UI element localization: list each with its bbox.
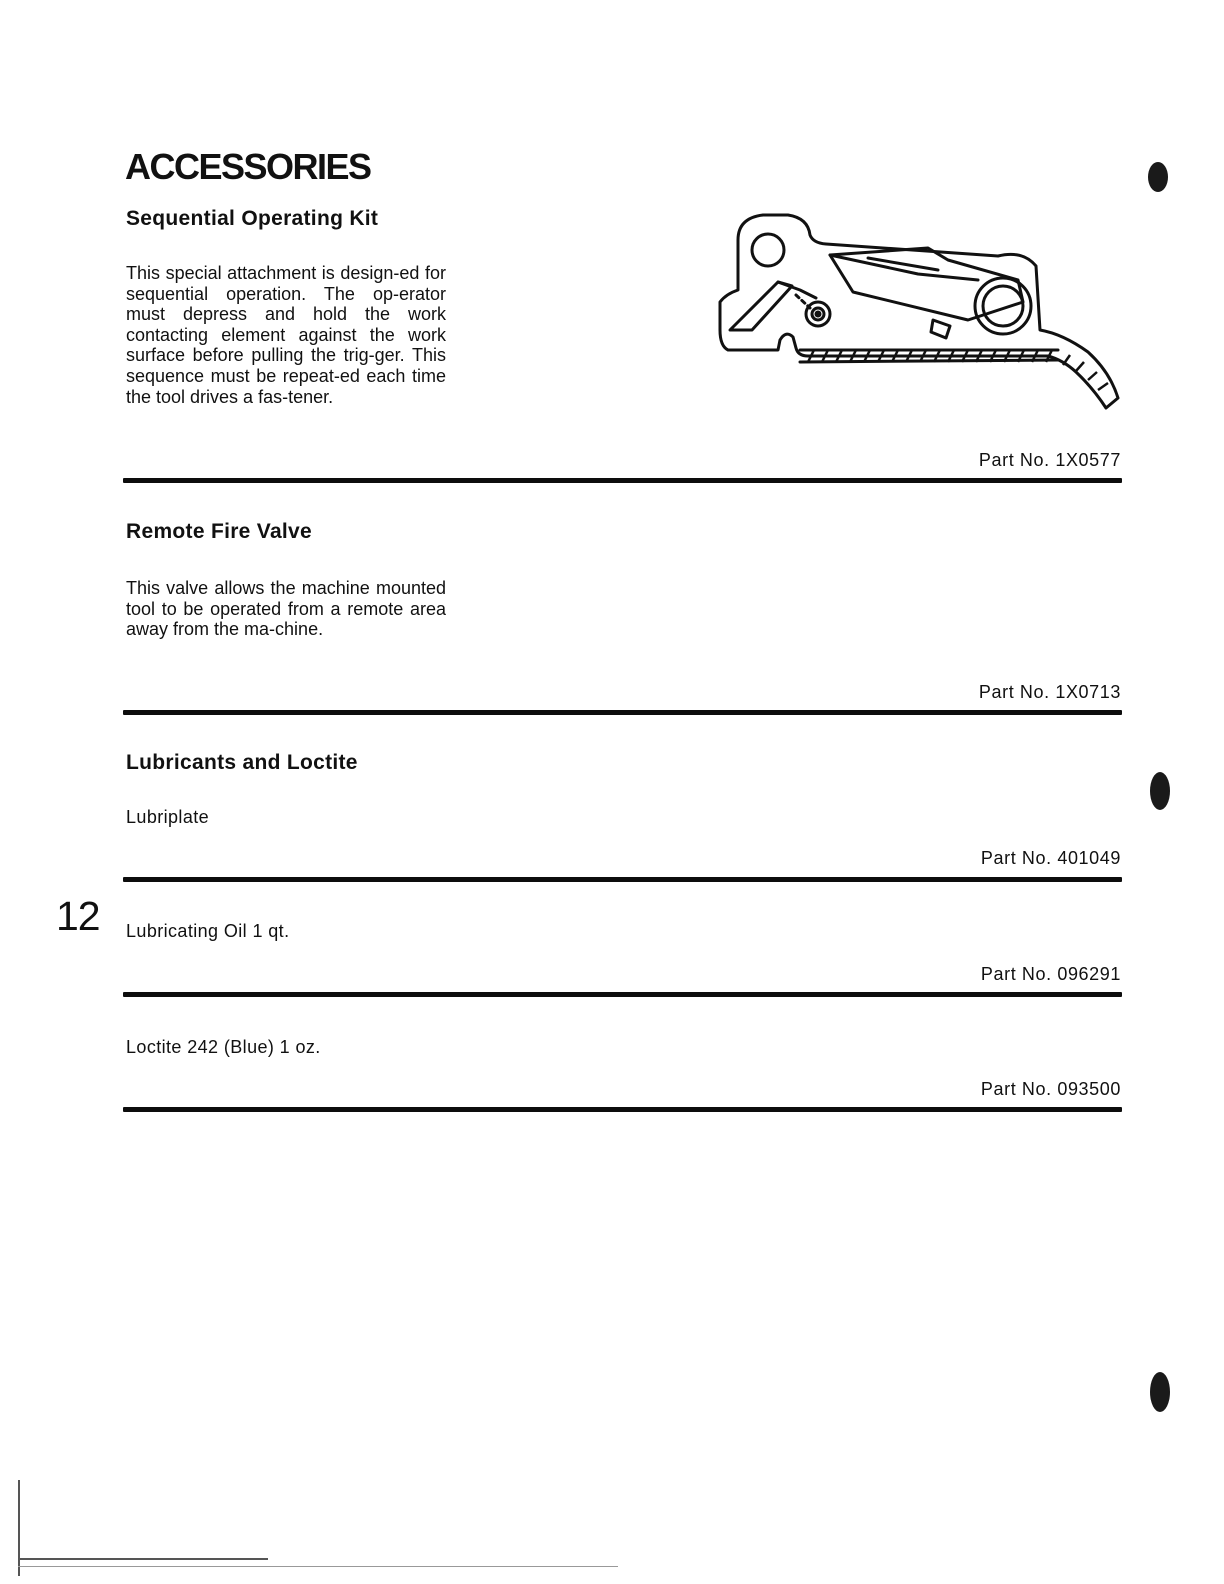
punch-hole [1150, 772, 1170, 810]
section-description-remote-fire-valve: This valve allows the machine mounted tool to be operated from a remote area away from the ma-chine. [126, 578, 446, 640]
scan-edge-line [18, 1558, 268, 1560]
punch-hole [1148, 162, 1168, 192]
section-divider [123, 710, 1122, 715]
trigger-kit-drawing-icon [718, 210, 1128, 415]
part-number-remote-fire-valve: Part No. 1X0713 [978, 682, 1121, 702]
part-number-lubricating-oil: Part No. 096291 [980, 964, 1121, 984]
section-heading-sequential-kit: Sequential Operating Kit [126, 207, 379, 230]
section-divider [123, 478, 1122, 483]
section-divider [123, 877, 1122, 882]
item-name-lubricating-oil: Lubricating Oil 1 qt. [126, 921, 290, 941]
section-heading-lubricants: Lubricants and Loctite [126, 751, 358, 774]
part-number-loctite: Part No. 093500 [980, 1079, 1121, 1099]
item-name-loctite: Loctite 242 (Blue) 1 oz. [126, 1037, 321, 1057]
punch-hole [1150, 1372, 1170, 1412]
item-name-lubriplate: Lubriplate [126, 807, 210, 827]
part-number-lubriplate: Part No. 401049 [980, 848, 1121, 868]
page-number: 12 [56, 893, 100, 939]
section-description-sequential-kit: This special attachment is design-ed for sequential operation. The op-erator must depress and hold the work contacting element against the work surface before pulling the trig-ger. This sequence must be repeat-ed each time the tool drives a fas-tener. [126, 263, 446, 407]
scan-edge-line [18, 1566, 618, 1567]
section-divider [123, 1107, 1122, 1112]
part-number-sequential-kit: Part No. 1X0577 [978, 450, 1121, 470]
page-title: ACCESSORIES [125, 146, 371, 187]
section-divider [123, 992, 1122, 997]
section-heading-remote-fire-valve: Remote Fire Valve [126, 520, 313, 543]
scan-edge-line [18, 1480, 20, 1576]
